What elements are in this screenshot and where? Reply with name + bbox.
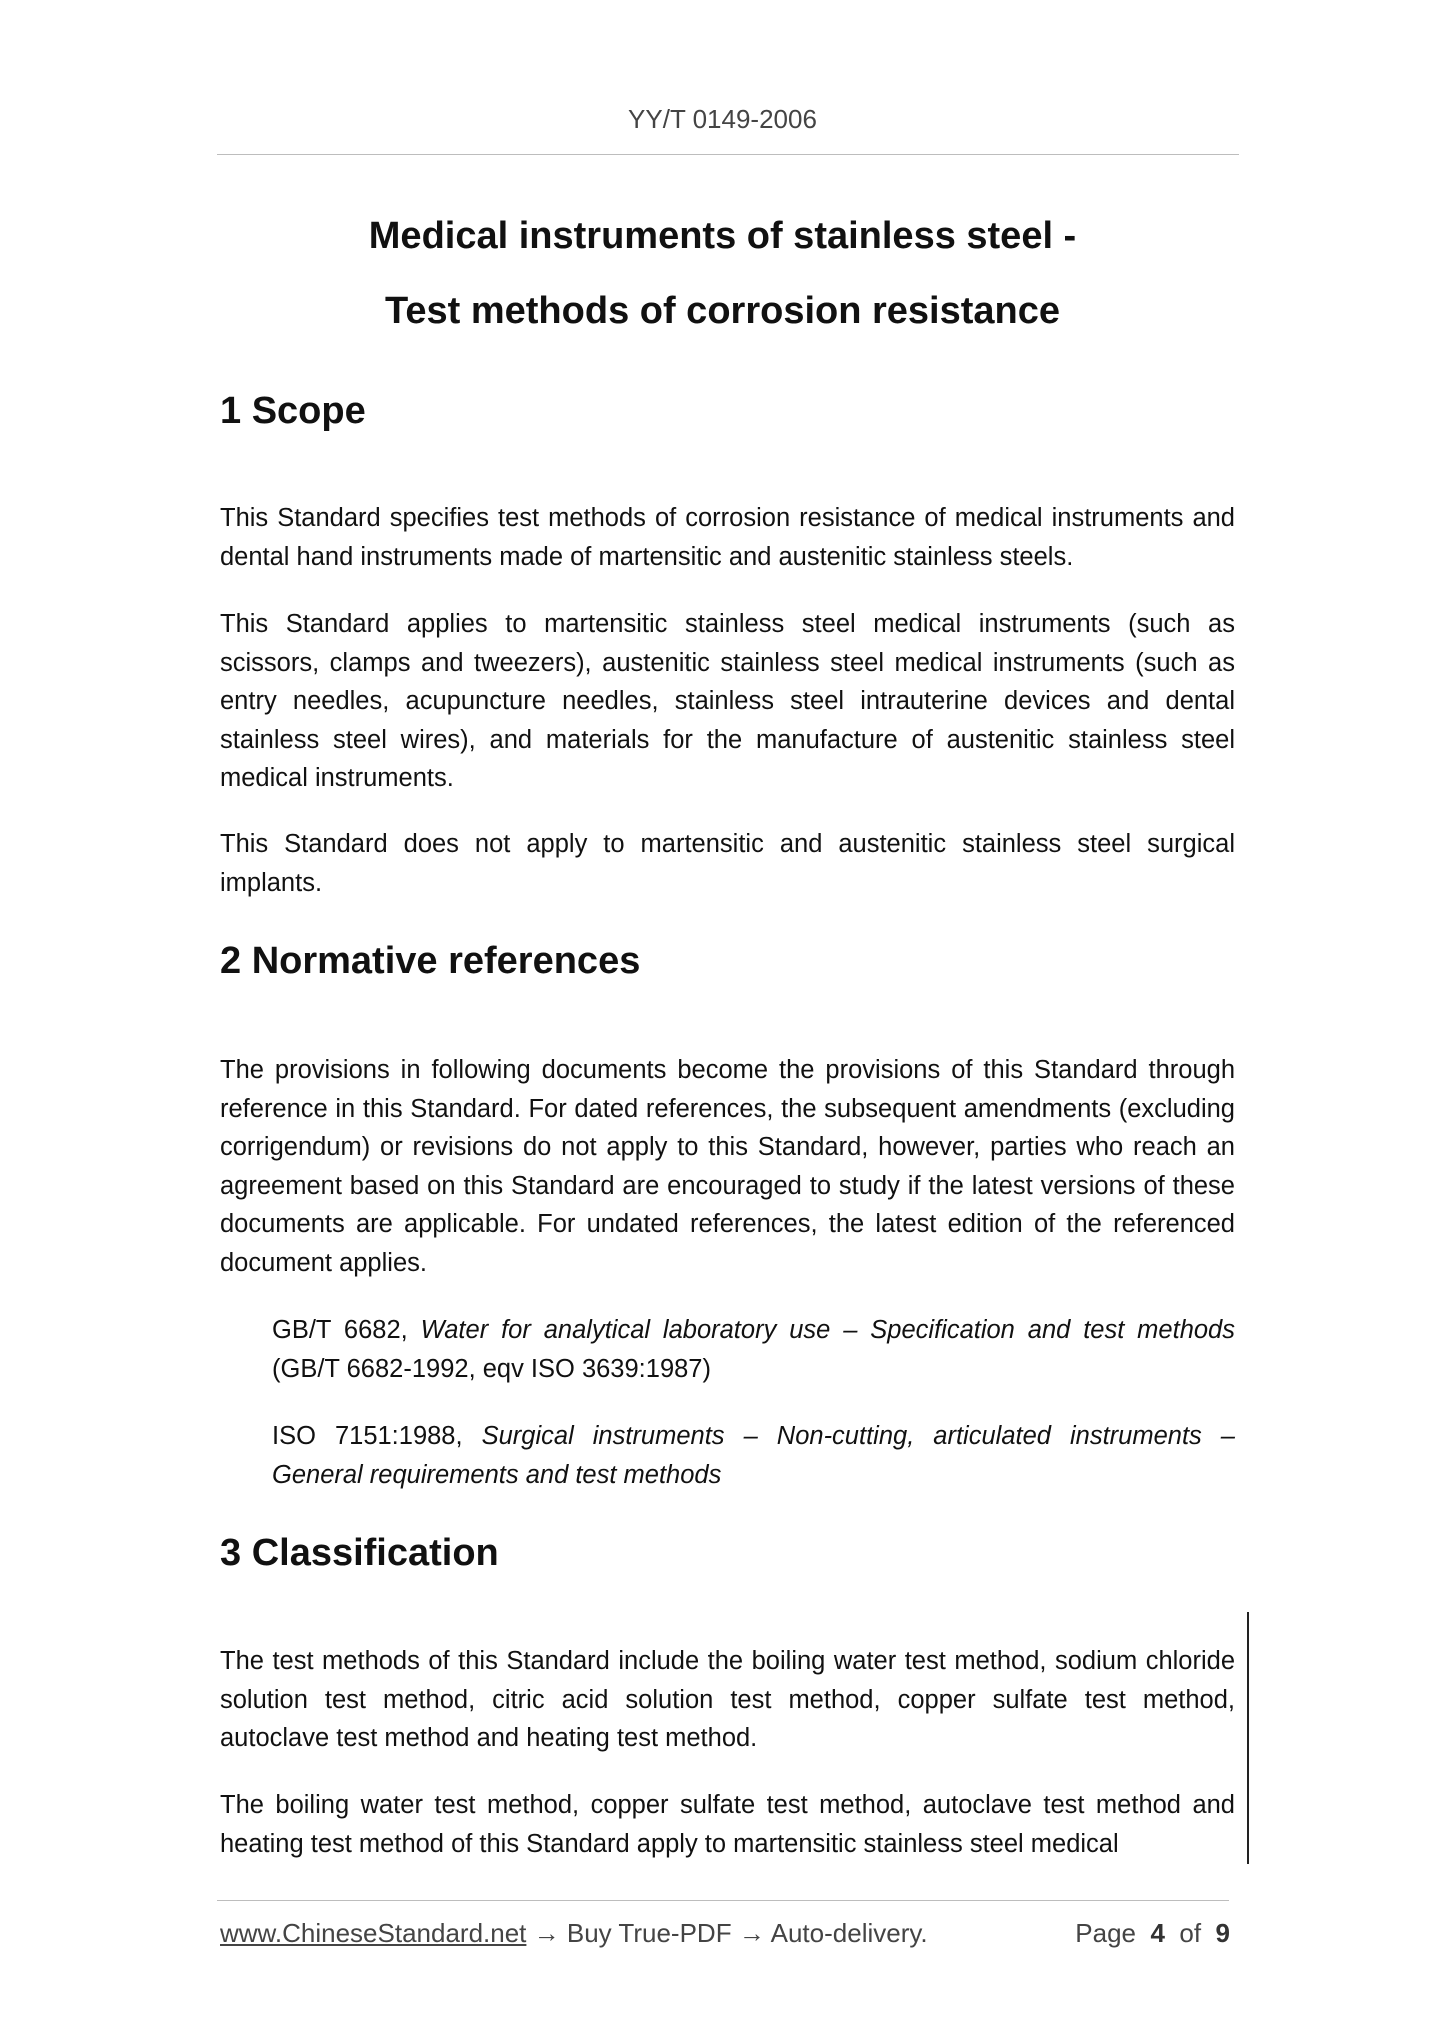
total-page-count: 9	[1215, 1918, 1230, 1948]
section-heading-normative-references: 2 Normative references	[220, 940, 641, 982]
of-label: of	[1179, 1918, 1202, 1948]
page-number	[1075, 1918, 1230, 1949]
document-code-header: YY/T 0149-2006	[628, 104, 817, 134]
arrow-icon: →	[533, 1918, 560, 1948]
reference-suffix: (GB/T 6682-1992, eqv ISO 3639:1987)	[272, 1354, 711, 1383]
document-title-line-2: Test methods of corrosion resistance	[384, 290, 1061, 332]
classification-paragraph-2: The boiling water test method, copper sulfate test method, autoclave test method and heating test method of this Standard apply to martensitic stainless steel medical	[220, 1791, 1235, 1858]
reference-item	[272, 1417, 1235, 1494]
scope-paragraph-2: This Standard applies to martensitic stainless steel medical instruments (such as scissors, clamps and tweezers), austenitic stainless steel medical instruments (such as entry needles, acupuncture needles, stainless steel intrauterine devices and dental stainless steel wires), and materials for the manufacture of austenitic stainless steel medical instruments.	[220, 610, 1235, 792]
section-heading-scope: 1 Scope	[220, 390, 366, 432]
section-heading-classification: 3 Classification	[220, 1532, 499, 1574]
scope-paragraph-3: This Standard does not apply to martensitic and austenitic stainless steel surgical implants.	[220, 830, 1235, 897]
page-footer	[220, 1918, 1230, 1949]
current-page-number: 4	[1150, 1918, 1165, 1948]
footer-divider	[217, 1900, 1229, 1901]
buy-true-pdf-text: Buy True-PDF	[566, 1918, 732, 1948]
reference-title: Water for analytical laboratory use – Specification and test methods	[420, 1316, 1235, 1344]
classification-paragraph-1: The test methods of this Standard include the boiling water test method, sodium chloride solution test method, citric acid solution test method, copper sulfate test method, autoclave test method and heating test method.	[220, 1647, 1235, 1752]
auto-delivery-text: Auto-delivery.	[770, 1918, 928, 1948]
reference-title: Surgical instruments – Non-cutting, articulated instruments – General requirements and test methods	[272, 1422, 1235, 1489]
page-label: Page	[1075, 1918, 1137, 1948]
revision-change-bar	[1247, 1612, 1249, 1864]
reference-code: GB/T 6682,	[272, 1316, 421, 1344]
header-divider	[217, 154, 1239, 155]
scope-paragraph-1: This Standard specifies test methods of corrosion resistance of medical instruments and dental hand instruments made of martensitic and austenitic stainless steels.	[220, 504, 1235, 571]
arrow-icon: →	[738, 1918, 765, 1948]
document-title-line-1: Medical instruments of stainless steel -	[368, 215, 1077, 257]
reference-code: ISO 7151:1988,	[272, 1422, 482, 1450]
chinesestandard-link[interactable]: www.ChineseStandard.net	[220, 1918, 527, 1948]
normative-paragraph-1: The provisions in following documents become the provisions of this Standard through reference in this Standard. For dated references, the subsequent amendments (excluding corrigendum) or revisions do not apply to this Standard, however, parties who reach an agreement based on this Standard are encouraged to study if the latest versions of these documents are applicable. For undated references, the latest edition of the referenced document applies.	[220, 1056, 1235, 1277]
reference-item	[272, 1311, 1235, 1388]
